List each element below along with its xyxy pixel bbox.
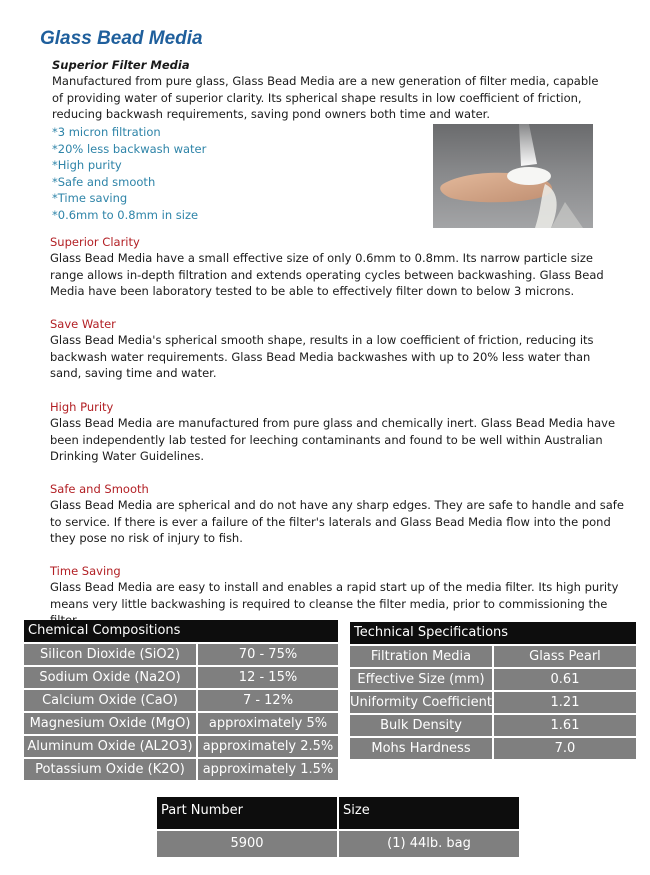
table-row	[350, 646, 636, 667]
section-heading: Time Saving	[50, 564, 121, 578]
table-cell: Uniformity Coefficient	[350, 692, 492, 713]
feature-item: *0.6mm to 0.8mm in size	[52, 207, 199, 222]
table-cell: Sodium Oxide (Na2O)	[24, 667, 196, 688]
table-row	[350, 738, 636, 759]
feature-item: *20% less backwash water	[52, 141, 207, 156]
table-cell: Magnesium Oxide (MgO)	[24, 713, 196, 734]
table-cell: 12 - 15%	[198, 667, 338, 688]
hand-pouring-glass-beads-photo	[433, 124, 593, 228]
table-cell: 1.61	[494, 715, 636, 736]
table-cell: 5900	[157, 831, 337, 857]
table-cell: Silicon Dioxide (SiO2)	[24, 644, 196, 665]
table-row	[350, 669, 636, 690]
table-title: Technical Specifications	[350, 622, 636, 644]
section-heading: High Purity	[50, 400, 114, 414]
part-number-table	[157, 797, 521, 857]
table-cell: Bulk Density	[350, 715, 492, 736]
section-heading: Safe and Smooth	[50, 482, 149, 496]
table-cell: 1.21	[494, 692, 636, 713]
table-row	[24, 713, 338, 734]
technical-specifications-table	[350, 622, 636, 759]
feature-item: *Time saving	[52, 191, 128, 205]
table-row	[24, 644, 338, 665]
table-cell: (1) 44lb. bag	[339, 831, 519, 857]
section-safe-and-smooth	[50, 481, 625, 547]
section-heading: Save Water	[50, 317, 116, 331]
intro-paragraph: Manufactured from pure glass, Glass Bead Media are a new generation of filter media, capable of providing water of superior clarity. Its spherical shape results in low coefficient of friction, reducing backwash requirements, saving pond owners both time and water.	[52, 74, 599, 121]
table-row	[24, 736, 338, 757]
section-superior-clarity	[50, 234, 625, 300]
table-cell: Mohs Hardness	[350, 738, 492, 759]
feature-item: *3 micron filtration	[52, 125, 161, 139]
table-cell: Effective Size (mm)	[350, 669, 492, 690]
table-row	[24, 690, 338, 711]
feature-item: *Safe and smooth	[52, 174, 156, 189]
feature-item: *High purity	[52, 158, 122, 172]
column-header: Part Number	[157, 797, 337, 829]
section-body: Glass Bead Media are manufactured from pure glass and chemically inert. Glass Bead Media have been independently lab tested for leeching contaminants and found to be well within Australian Drinking Water Guidelines.	[50, 416, 616, 463]
chemical-compositions-table	[24, 620, 338, 780]
table-row	[24, 759, 338, 780]
table-cell: Aluminum Oxide (AL2O3)	[24, 736, 196, 757]
column-header: Size	[339, 797, 519, 829]
table-cell: approximately 1.5%	[198, 759, 338, 780]
table-row	[157, 831, 521, 857]
page-title: Glass Bead Media	[40, 28, 203, 49]
section-save-water	[50, 316, 625, 382]
subtitle: Superior Filter Media	[52, 58, 190, 72]
table-header-row	[157, 797, 521, 829]
table-cell: 7 - 12%	[198, 690, 338, 711]
feature-list	[52, 124, 206, 223]
table-cell: Calcium Oxide (CaO)	[24, 690, 196, 711]
table-cell: 0.61	[494, 669, 636, 690]
table-cell: Potassium Oxide (K2O)	[24, 759, 196, 780]
table-title: Chemical Compositions	[24, 620, 338, 642]
section-body: Glass Bead Media have a small effective size of only 0.6mm to 0.8mm. Its narrow particle size range allows in-depth filtration and extends operating cycles between backwashing. Glass Bead Media have been laboratory tested to be able to effectively filter down to below 3 microns.	[50, 251, 604, 298]
table-cell: 7.0	[494, 738, 636, 759]
table-row	[350, 692, 636, 713]
table-cell: Glass Pearl	[494, 646, 636, 667]
table-row	[24, 667, 338, 688]
table-cell: Filtration Media	[350, 646, 492, 667]
section-body: Glass Bead Media are spherical and do not have any sharp edges. They are safe to handle and safe to service. If there is ever a failure of the filter's laterals and Glass Bead Media flow into the pond they pose no risk of injury to fish.	[50, 498, 624, 545]
table-row	[350, 715, 636, 736]
table-cell: approximately 5%	[198, 713, 338, 734]
section-heading: Superior Clarity	[50, 235, 140, 249]
table-cell: 70 - 75%	[198, 644, 338, 665]
section-high-purity	[50, 399, 625, 465]
section-time-saving	[50, 563, 625, 629]
section-body: Glass Bead Media are easy to install and enables a rapid start up of the media filter. Its high purity means very little backwashing is required to cleanse the filter media, prior to commissioning the	[50, 580, 619, 611]
section-body: Glass Bead Media's spherical smooth shape, results in a low coefficient of friction, reducing its backwash water requirements. Glass Bead Media backwashes with up to 20% less water than sand, saving time and water.	[50, 333, 594, 380]
table-cell: approximately 2.5%	[198, 736, 338, 757]
